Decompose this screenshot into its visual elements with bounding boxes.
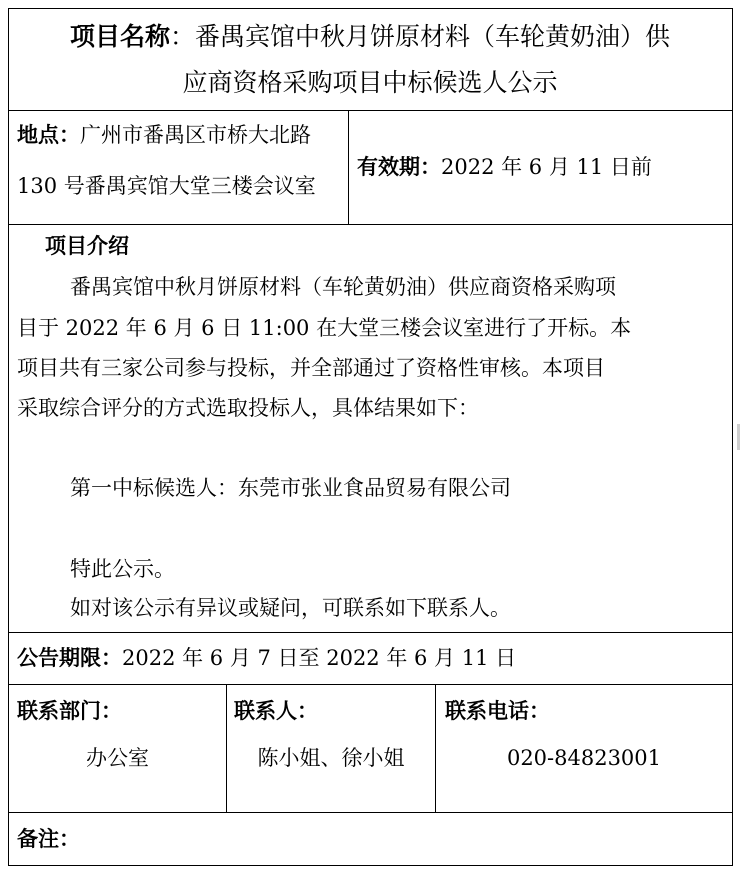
announcement-period: [17, 644, 516, 672]
contact-dept-label: 联系部门：: [17, 699, 122, 723]
location-value-line1: 广州市番禺区市桥大北路: [80, 123, 311, 147]
row-divider-contact: [8, 812, 733, 813]
validity-label: 有效期：: [357, 155, 441, 179]
validity-value: 2022 年 6 月 11 日前: [441, 155, 652, 179]
project-title-label: 项目名称: [69, 22, 170, 51]
intro-paragraph-line: 项目共有三家公司参与投标，并全部通过了资格性审核。本项目: [17, 356, 605, 380]
table-border-right: [732, 8, 733, 866]
winning-candidate: 第一中标候选人：东莞市张业食品贸易有限公司: [70, 476, 511, 500]
project-title-line2: 应商资格采购项目中标候选人公示: [182, 68, 558, 97]
table-border-left: [8, 8, 9, 866]
location-label: 地点：: [17, 123, 80, 147]
contact-note: 如对该公示有异议或疑问，可联系如下联系人。: [70, 596, 511, 620]
intro-paragraph-line: 采取综合评分的方式选取投标人，具体结果如下：: [17, 396, 479, 420]
contact-phone-value: 020-84823001: [506, 746, 662, 770]
period-label: 公告期限：: [17, 646, 122, 670]
row-divider-location: [8, 224, 733, 225]
validity: [357, 153, 652, 181]
row-divider-intro: [8, 632, 733, 633]
project-title-line1: 番禺宾馆中秋月饼原材料（车轮黄奶油）供: [195, 22, 671, 51]
notice-text: 特此公示。: [70, 557, 175, 581]
contact-dept-value: 办公室: [86, 746, 149, 770]
location-value-line2: 130 号番禺宾馆大堂三楼会议室: [17, 174, 316, 198]
table-border-bottom: [8, 865, 733, 866]
intro-paragraph-line: 目于 2022 年 6 月 6 日 11:00 在大堂三楼会议室进行了开标。本: [17, 316, 632, 340]
contact-person-value: 陈小姐、徐小姐: [257, 746, 405, 770]
remarks-label: 备注：: [17, 827, 80, 851]
project-title: [8, 20, 732, 54]
col-divider-location: [348, 110, 349, 225]
contact-phone-label: 联系电话：: [445, 699, 550, 723]
period-value: 2022 年 6 月 7 日至 2022 年 6 月 11 日: [122, 646, 517, 670]
row-divider-period: [8, 684, 733, 685]
location-line1: [17, 121, 311, 149]
table-border-top: [8, 8, 733, 9]
row-divider-title: [8, 110, 733, 111]
project-title-colon: ：: [169, 22, 195, 51]
intro-heading: 项目介绍: [45, 234, 129, 258]
contact-person-label: 联系人：: [234, 699, 318, 723]
intro-paragraph-line: 番禺宾馆中秋月饼原材料（车轮黄奶油）供应商资格采购项: [70, 275, 616, 299]
